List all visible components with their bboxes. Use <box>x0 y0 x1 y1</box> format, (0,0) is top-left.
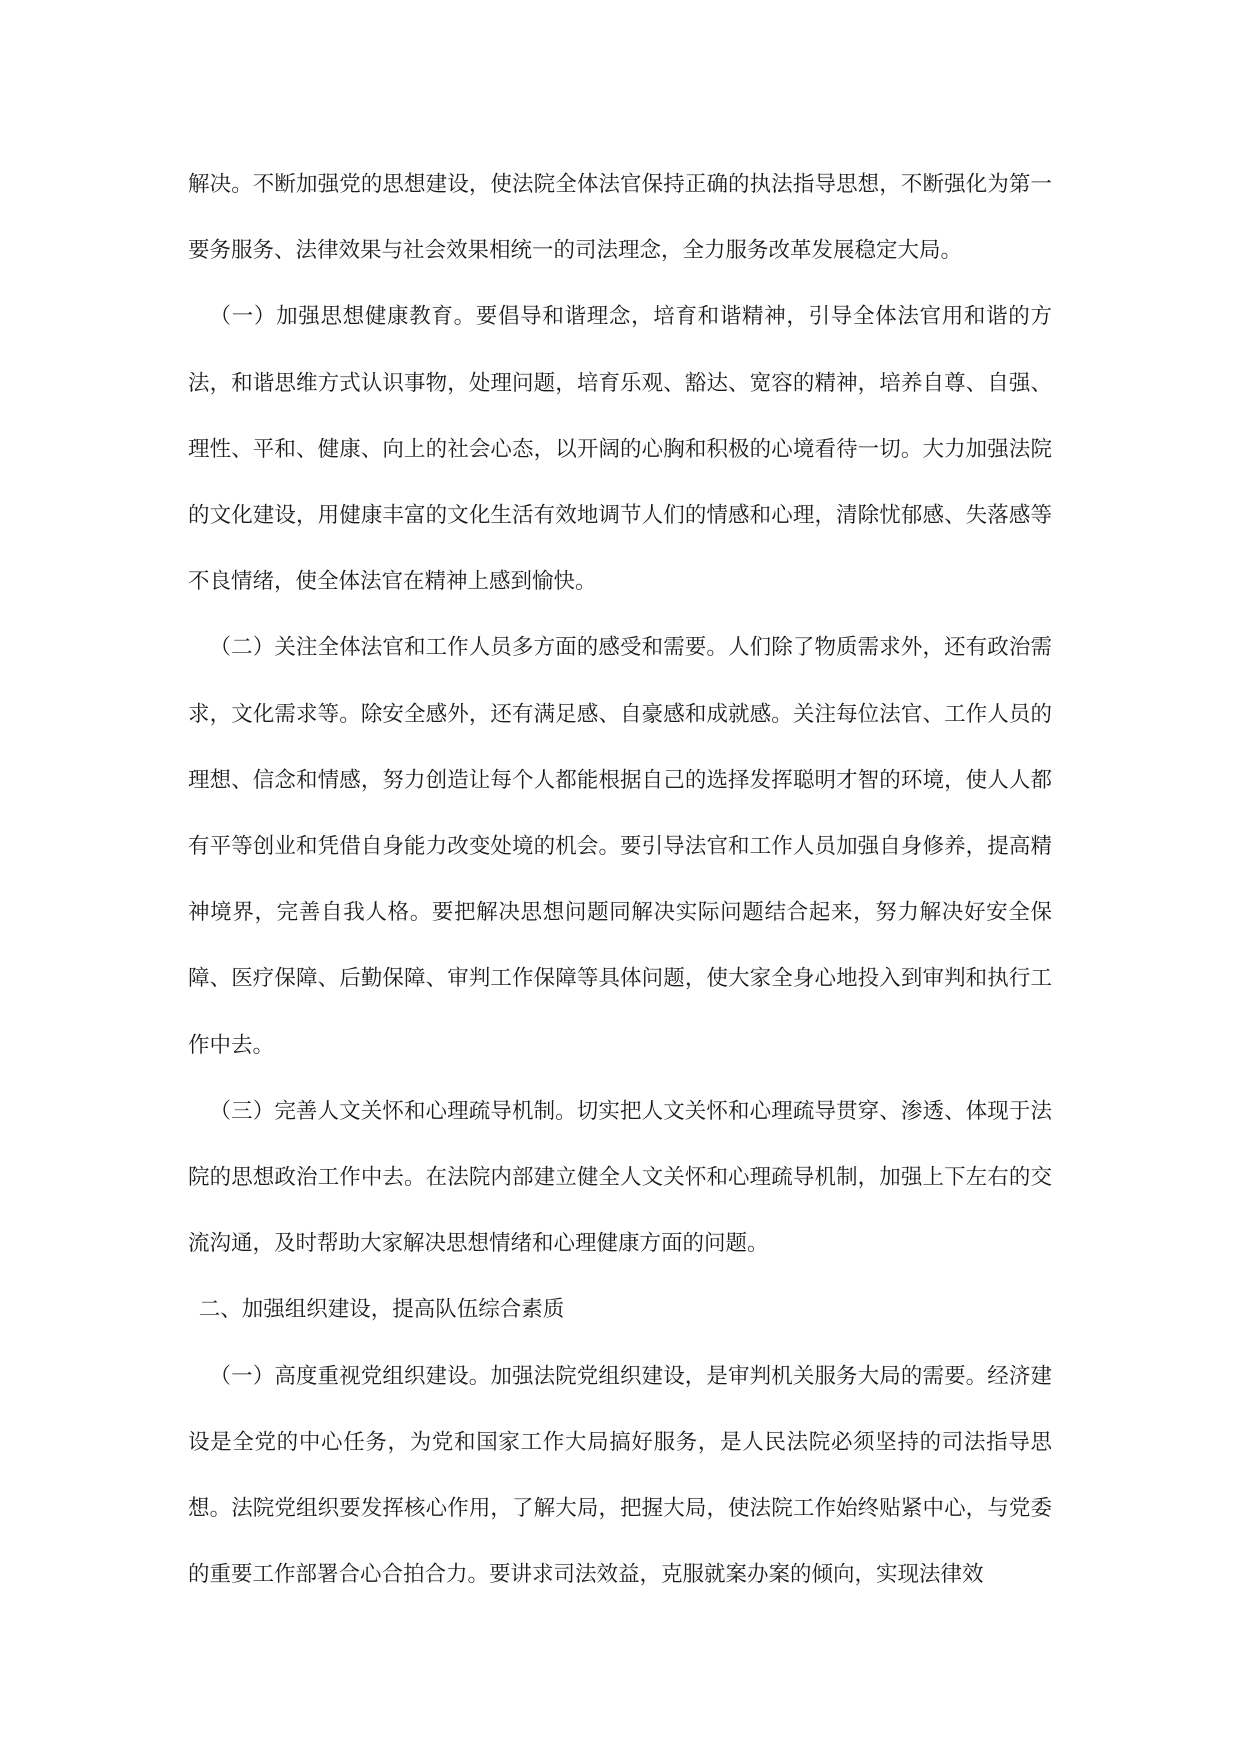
section-heading: 二、加强组织建设，提高队伍综合素质 <box>198 1297 565 1323</box>
paragraph-item-1: （一）加强思想健康教育。要倡导和谐理念，培育和谐精神，引导全体法官用和谐的方法，和谐思维方式认识事物，处理问题，培育乐观、豁达、宽容的精神，培养自尊、自强、理性、平和、健康、向上的社会心态，以开阔的心胸和积极的心境看待一切。大力加强法院的文化建设，用健康丰富的文化生活有效地调节人们的情感和心理，清除忧郁感、失落感等不良情绪，使全体法官在精神上感到愉快。 <box>188 304 1052 595</box>
paragraph-continuation: 解决。不断加强党的思想建设，使法院全体法官保持正确的执法指导思想，不断强化为第一要务服务、法律效果与社会效果相统一的司法理念，全力服务改革发展稳定大局。 <box>188 172 1052 264</box>
paragraph-item-4: （一）高度重视党组织建设。加强法院党组织建设，是审判机关服务大局的需要。经济建设是全党的中心任务，为党和国家工作大局搞好服务，是人民法院必须坚持的司法指导思想。法院党组织要发挥核心作用，了解大局，把握大局，使法院工作始终贴紧中心，与党委的重要工作部署合心合拍合力。要讲求司法效益，克服就案办案的倾向，实现法律效 <box>188 1363 1052 1588</box>
document-body <box>188 152 1052 1608</box>
paragraph-item-2: （二）关注全体法官和工作人员多方面的感受和需要。人们除了物质需求外，还有政治需求，文化需求等。除安全感外，还有满足感、自豪感和成就感。关注每位法官、工作人员的理想、信念和情感，努力创造让每个人都能根据自己的选择发挥聪明才智的环境，使人人都有平等创业和凭借自身能力改变处境的机会。要引导法官和工作人员加强自身修养，提高精神境界，完善自我人格。要把解决思想问题同解决实际问题结合起来，努力解决好安全保障、医疗保障、后勤保障、审判工作保障等具体问题，使大家全身心地投入到审判和执行工作中去。 <box>188 635 1052 1058</box>
paragraph-item-3: （三）完善人文关怀和心理疏导机制。切实把人文关怀和心理疏导贯穿、渗透、体现于法院的思想政治工作中去。在法院内部建立健全人文关怀和心理疏导机制，加强上下左右的交流沟通，及时帮助大家解决思想情绪和心理健康方面的问题。 <box>188 1098 1052 1257</box>
